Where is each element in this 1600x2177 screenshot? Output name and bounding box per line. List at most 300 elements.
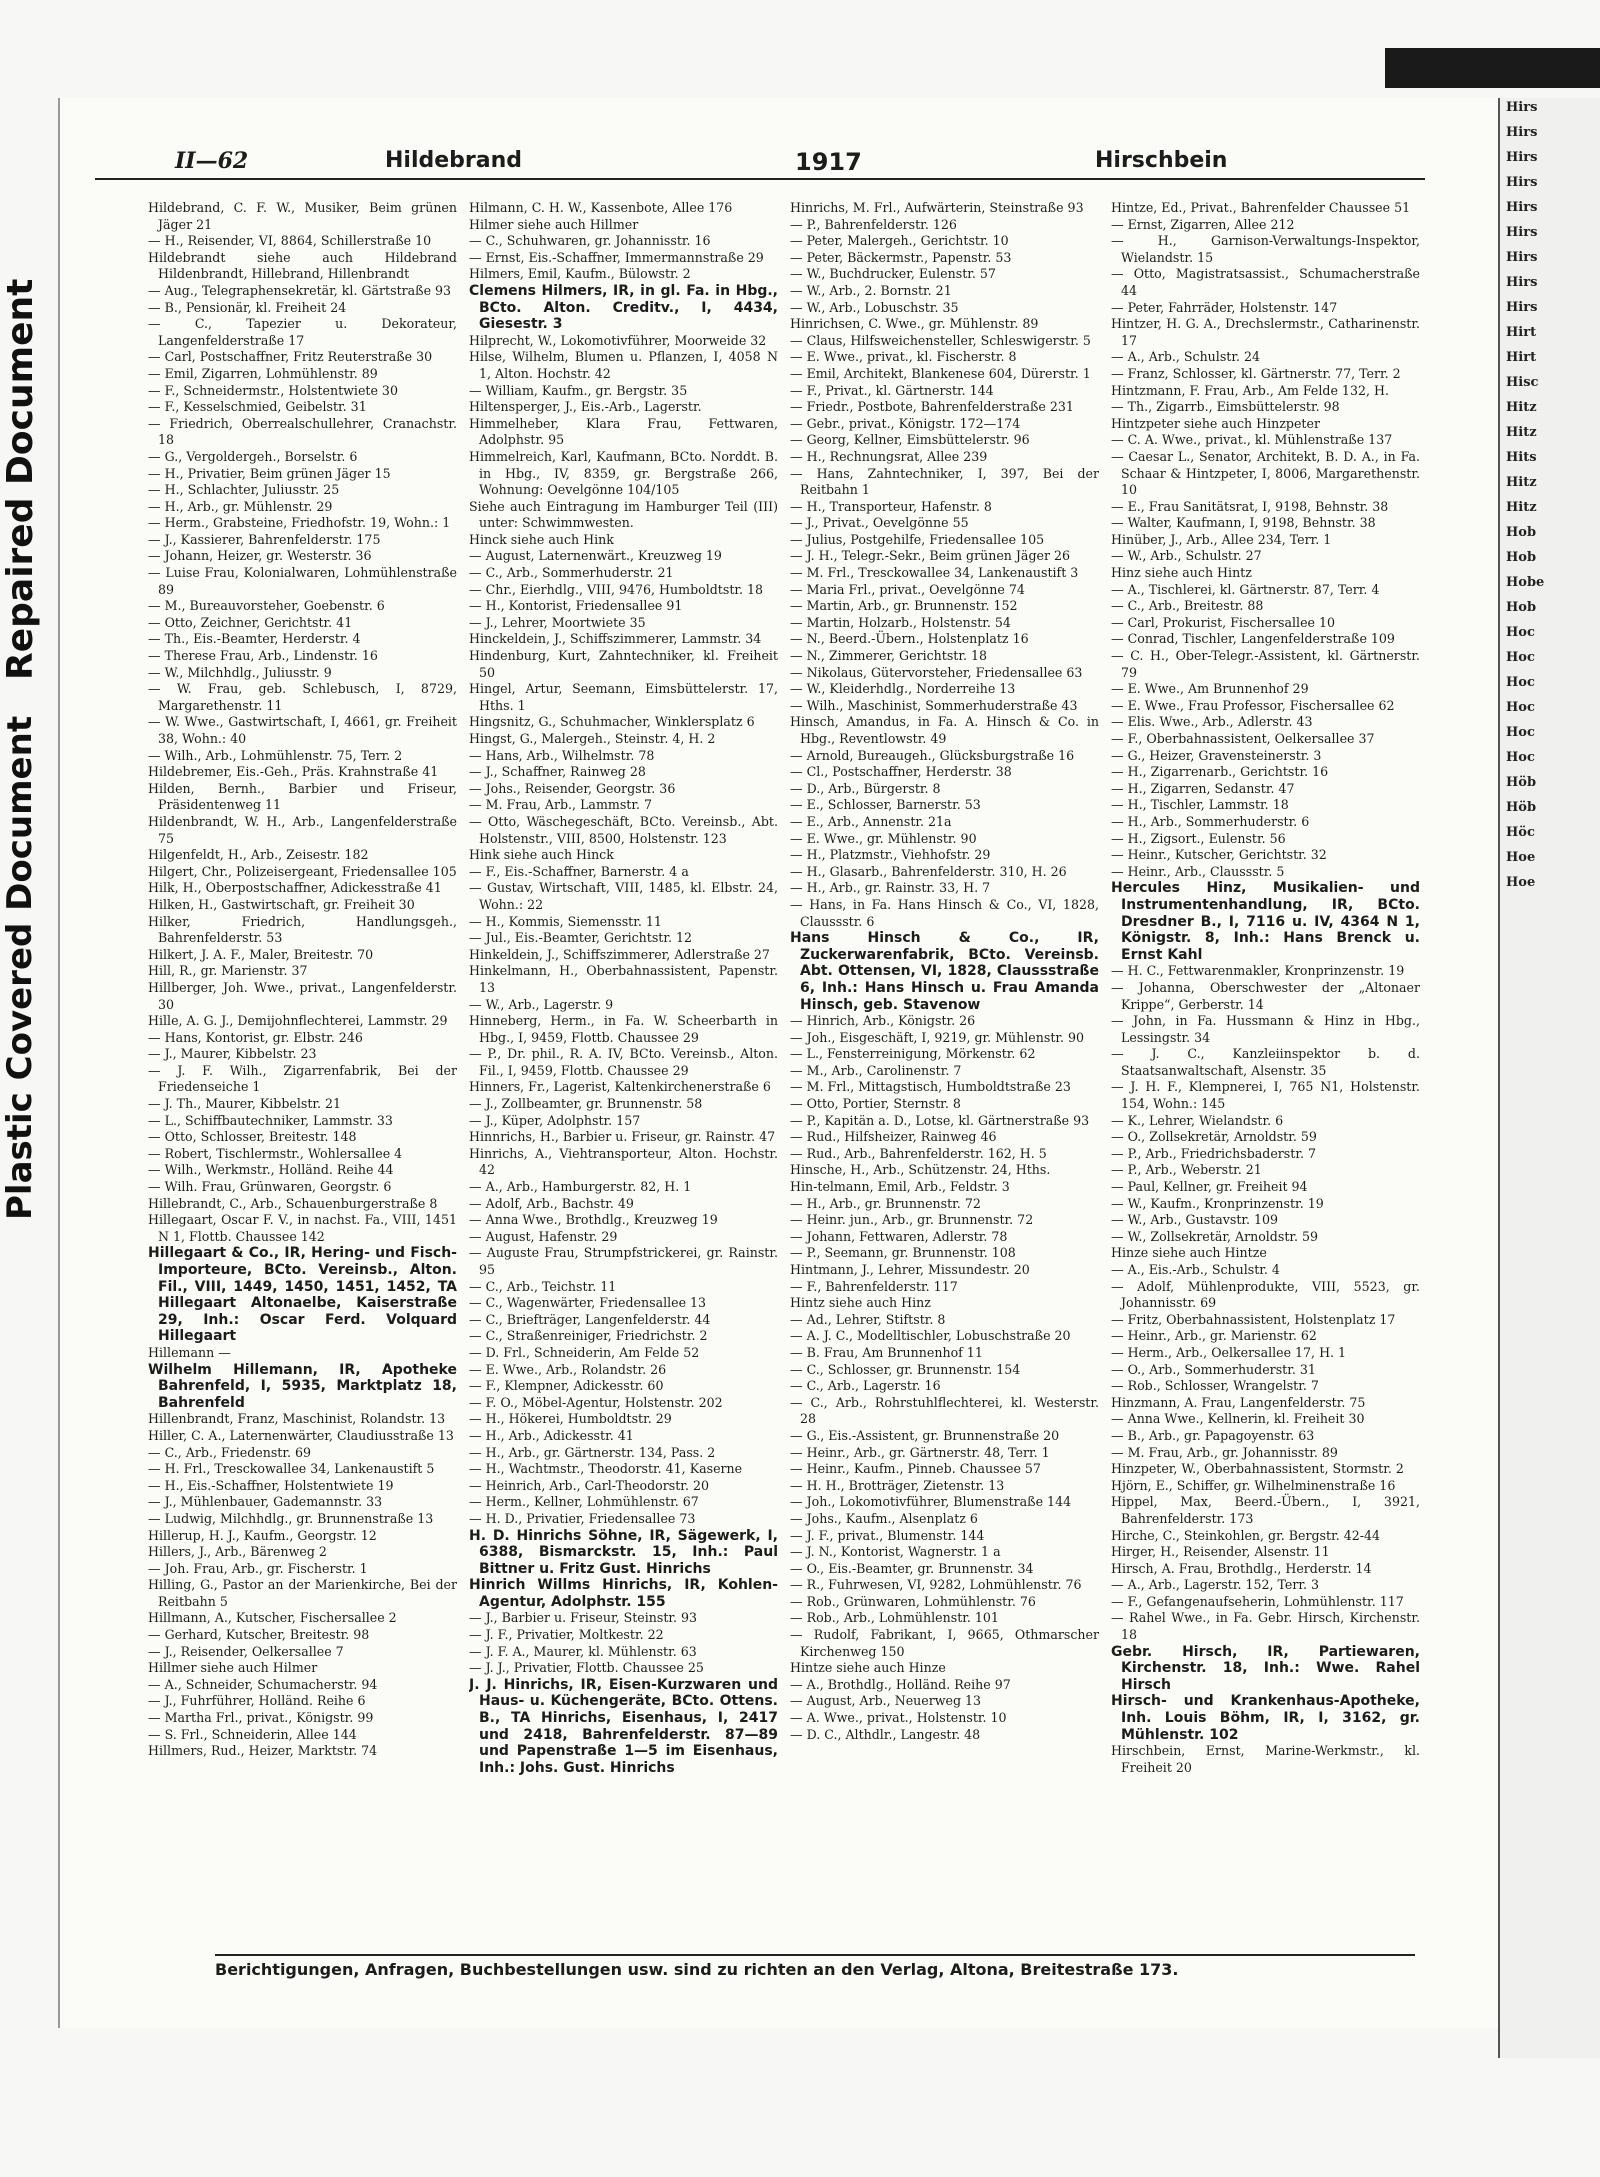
directory-entry: — C., Arb., Rohrstuhlflechterei, kl. Westerstr. 28 [790,1394,1099,1427]
directory-entry: — John, in Fa. Hussmann & Hinz in Hbg., Lessingstr. 34 [1111,1013,1420,1045]
directory-entry: Hinsche, H., Arb., Schützenstr. 24, Hths. [790,1162,1051,1178]
directory-entry: — L., Schiffbautechniker, Lammstr. 33 [148,1112,393,1128]
directory-entry: — P., Arb., Friedrichsbaderstr. 7 [1111,1145,1316,1161]
adjacent-page-fragment: Hoc [1506,700,1535,715]
header-year: 1917 [795,148,862,176]
directory-entry: — K., Lehrer, Wielandstr. 6 [1111,1112,1284,1128]
directory-entry: — J. F. A., Maurer, kl. Mühlenstr. 63 [469,1643,697,1659]
directory-entry: — M. Frl., Tresckowallee 34, Lankenaustift 3 [790,565,1079,581]
directory-entry: — Peter, Bäckermstr., Papenstr. 53 [790,249,1012,265]
directory-entry: — C. A. Wwe., privat., kl. Mühlenstraße 137 [1111,432,1393,448]
directory-entry: — Carl, Prokurist, Fischersallee 10 [1111,614,1336,630]
directory-entry: — Gebr., privat., Königstr. 172—174 [790,415,1021,431]
directory-entry: Hilgert, Chr., Polizeisergeant, Friedensallee 105 [148,863,457,879]
directory-entry: Hintzpeter siehe auch Hinzpeter [1111,415,1320,431]
directory-entry: Hillmers, Rud., Heizer, Marktstr. 74 [148,1743,378,1759]
directory-entry: — H. C., Fettwarenmakler, Kronprinzenstr. 19 [1111,963,1405,979]
directory-entry: — F., Oberbahnassistent, Oelkersallee 37 [1111,731,1375,746]
directory-entry: — L., Fensterreinigung, Mörkenstr. 62 [790,1046,1036,1062]
adjacent-page-fragment: Hoc [1506,675,1535,690]
directory-entry: — Otto, Wäschegeschäft, BCto. Vereinsb., Abt. Holstenstr., VIII, 8500, Holstenstr. 123 [469,813,778,846]
directory-entry: Hilker, Friedrich, Handlungsgeh., Bahrenfelderstr. 53 [148,913,457,946]
directory-entry: — C., Arb., Breitestr. 88 [1111,598,1264,614]
directory-entry: Hildebremer, Eis.-Geh., Präs. Krahnstraße 41 [148,764,439,780]
directory-entry: — Gustav, Wirtschaft, VIII, 1485, kl. Elbstr. 24, Wohn.: 22 [469,880,778,912]
directory-entry: — Georg, Kellner, Eimsbüttelerstr. 96 [790,432,1030,448]
directory-entry: — A., Brothdlg., Holländ. Reihe 97 [790,1676,1011,1692]
directory-entry: — B., Arb., gr. Papagoyenstr. 63 [1111,1427,1315,1443]
adjacent-page-fragment: Hirs [1506,175,1538,190]
directory-entry: — H. Frl., Tresckowallee 34, Lankenaustift 5 [148,1461,435,1477]
adjacent-page-fragment: Hoc [1506,625,1535,640]
directory-entry: — Hans, Kontorist, gr. Elbstr. 246 [148,1029,363,1045]
directory-entry: Hillers, J., Arb., Bärenweg 2 [148,1544,327,1560]
directory-entry: — W., Arb., Lagerstr. 9 [469,996,614,1012]
directory-entry: — E. Wwe., privat., kl. Fischerstr. 8 [790,349,1017,365]
directory-entry: — F., Privat., kl. Gärtnerstr. 144 [790,382,994,398]
directory-entry: — J., Schaffner, Rainweg 28 [469,764,646,780]
column-1 [148,200,457,1935]
directory-entry: — J., Zollbeamter, gr. Brunnenstr. 58 [469,1096,703,1112]
directory-entry: — H., Zigarrenarb., Gerichtstr. 16 [1111,764,1329,780]
directory-entry: — Heinr., Arb., gr. Gärtnerstr. 48, Terr. 1 [790,1444,1050,1460]
directory-entry: Hinrichs, M. Frl., Aufwärterin, Steinstraße 93 [790,200,1084,215]
directory-entry: — W. Frau, geb. Schlebusch, I, 8729, Margarethenstr. 11 [148,681,457,713]
directory-entry: — C., Arb., Friedenstr. 69 [148,1444,312,1460]
adjacent-page-fragment: Hirs [1506,250,1538,265]
directory-entry: — J., Maurer, Kibbelstr. 23 [148,1046,317,1062]
directory-entry: — Friedr., Postbote, Bahrenfelderstraße 231 [790,399,1074,415]
directory-entry: Hiltensperger, J., Eis.-Arb., Lagerstr. [469,399,702,415]
directory-entry: — A. Wwe., privat., Holstenstr. 10 [790,1710,1007,1726]
directory-entry: — F. O., Möbel-Agentur, Holstenstr. 202 [469,1394,723,1410]
directory-entry: Hinners, Fr., Lagerist, Kaltenkirchenerstraße 6 [469,1079,771,1095]
directory-entry: — Herm., Kellner, Lohmühlenstr. 67 [469,1494,699,1510]
adjacent-page-fragment: Höb [1506,800,1537,815]
directory-entry: — Herm., Grabsteine, Friedhofstr. 19, Wohn.: 1 [148,515,451,531]
directory-entry: Hilk, H., Oberpostschaffner, Adickesstraße 41 [148,880,442,896]
directory-entry: — N., Beerd.-Übern., Holstenplatz 16 [790,631,1029,647]
directory-entry: — N., Zimmerer, Gerichtstr. 18 [790,648,988,664]
directory-entry: — Ad., Lehrer, Stiftstr. 8 [790,1311,946,1327]
directory-entry: J. J. Hinrichs, IR, Eisen-Kurzwaren und Haus- u. Küchengeräte, BCto. Ottens. B., TA Hinrichs, Eisenhaus, I, 2417 und 2418, Bahrenfelderstr. 87—89 und Papenstraße 1—5 im Eisenhaus, Inh.: Johs. Gust. Hinrichs [469,1676,778,1776]
directory-entry: — Robert, Tischlermstr., Wohlersallee 4 [148,1145,403,1161]
directory-entry: — J. N., Kontorist, Wagnerstr. 1 a [790,1544,1001,1560]
directory-entry: — Peter, Malergeh., Gerichtstr. 10 [790,233,1009,249]
directory-entry: — Luise Frau, Kolonialwaren, Lohmühlenstraße 89 [148,565,457,597]
adjacent-page-fragment: Hirt [1506,350,1537,365]
adjacent-page-fragment: Hirs [1506,200,1538,215]
directory-entry: — Martha Frl., privat., Königstr. 99 [148,1710,374,1726]
directory-entry: — H., Arb., gr. Gärtnerstr. 134, Pass. 2 [469,1444,716,1460]
directory-entry: — Joh., Lokomotivführer, Blumenstraße 144 [790,1494,1072,1510]
directory-entry: — M. Frau, Arb., Lammstr. 7 [469,797,653,813]
directory-entry: — Friedrich, Oberrealschullehrer, Cranachstr. 18 [148,415,457,448]
directory-entry: — P., Arb., Weberstr. 21 [1111,1162,1262,1178]
adjacent-page-fragment: Hitz [1506,500,1537,515]
adjacent-page-fragment: Hoe [1506,875,1536,890]
directory-entry: Hilgenfeldt, H., Arb., Zeisestr. 182 [148,847,369,863]
directory-entry: — A., Tischlerei, kl. Gärtnerstr. 87, Terr. 4 [1111,581,1380,597]
directory-entry: Hildebrandt siehe auch Hildebrand Hildenbrandt, Hillebrand, Hillenbrandt [148,249,457,282]
adjacent-page-fragment: Hitz [1506,425,1537,440]
directory-entry: — H., Tischler, Lammstr. 18 [1111,797,1289,813]
directory-entry: — Hans, Zahntechniker, I, 397, Bei der Reitbahn 1 [790,465,1099,498]
adjacent-page-fragment: Hoc [1506,725,1535,740]
directory-entry: — Rob., Schlosser, Wrangelstr. 7 [1111,1378,1319,1394]
directory-entry: Hillmer siehe auch Hilmer [148,1660,318,1676]
directory-entry: — R., Fuhrwesen, VI, 9282, Lohmühlenstr. 76 [790,1577,1082,1593]
directory-entry: — Peter, Fahrräder, Holstenstr. 147 [1111,299,1338,315]
directory-entry: Hildenbrandt, W. H., Arb., Langenfelderstraße 75 [148,813,457,846]
directory-entry: — Rud., Arb., Bahrenfelderstr. 162, H. 5 [790,1145,1047,1161]
directory-entry: — H., Kommis, Siemensstr. 11 [469,913,662,929]
directory-entry: — Otto, Zeichner, Gerichtstr. 41 [148,614,353,630]
directory-entry: — W., Arb., Lobuschstr. 35 [790,299,959,315]
directory-entry: — C., Straßenreiniger, Friedrichstr. 2 [469,1328,708,1344]
directory-entry: Hilden, Bernh., Barbier und Friseur, Präsidentenweg 11 [148,780,457,813]
directory-entry: — E. Wwe., Frau Professor, Fischersallee 62 [1111,697,1395,713]
directory-entry: Hilprecht, W., Lokomotivführer, Moorweide 32 [469,332,767,348]
directory-entry: Hillebrandt, C., Arb., Schauenburgerstraße 8 [148,1195,438,1211]
directory-entry: — J. H., Telegr.-Sekr., Beim grünen Jäger 26 [790,548,1071,564]
directory-entry: — C. H., Ober-Telegr.-Assistent, kl. Gärtnerstr. 79 [1111,648,1420,680]
adjacent-page-fragment: Hirs [1506,150,1538,165]
adjacent-page-fragment: Hirs [1506,100,1538,115]
directory-entry: Hingel, Artur, Seemann, Eimsbüttelerstr. 17, Hths. 1 [469,681,778,713]
directory-entry: — Johann, Fettwaren, Adlerstr. 78 [790,1228,1008,1244]
directory-entry: — H., Glasarb., Bahrenfelderstr. 310, H. 26 [790,863,1067,879]
directory-entry: — H., Zigsort., Eulenstr. 56 [1111,830,1286,846]
directory-entry: — A. J. C., Modelltischler, Lobuschstraße 20 [790,1328,1071,1344]
directory-entry: Hintze siehe auch Hinze [790,1660,946,1676]
directory-entry: — Otto, Schlosser, Breitestr. 148 [148,1129,357,1145]
directory-entry: Gebr. Hirsch, IR, Partiewaren, Kirchenstr. 18, Inh.: Wwe. Rahel Hirsch [1111,1643,1420,1693]
directory-entry: — B. Frau, Am Brunnenhof 11 [790,1344,983,1360]
directory-entry: Hinkelmann, H., Oberbahnassistent, Papenstr. 13 [469,963,778,995]
directory-entry: — Ernst, Zigarren, Allee 212 [1111,216,1295,232]
directory-entry: — Ludwig, Milchhdlg., gr. Brunnenstraße 13 [148,1510,434,1526]
adjacent-page-fragment: Hirt [1506,325,1537,340]
directory-entry: — Emil, Zigarren, Lohmühlenstr. 89 [148,365,378,381]
directory-entry: — C., Arb., Sommerhuderstr. 21 [469,565,674,581]
directory-entry: — C., Schuhwaren, gr. Johannisstr. 16 [469,233,711,249]
directory-entry: Hirger, H., Reisender, Alsenstr. 11 [1111,1544,1330,1560]
directory-entry: — Heinr., Kaufm., Pinneb. Chaussee 57 [790,1461,1041,1477]
directory-entry: Hille, A. G. J., Demijohnflechterei, Lammstr. 29 [148,1013,448,1029]
page-header [95,148,1425,180]
directory-entry: Hinze siehe auch Hintze [1111,1245,1267,1261]
directory-entry: Hilse, Wilhelm, Blumen u. Pflanzen, I, 4058 N 1, Alton. Hochstr. 42 [469,349,778,381]
directory-entry: — Julius, Postgehilfe, Friedensallee 105 [790,531,1045,547]
directory-entry: — P., Bahrenfelderstr. 126 [790,216,957,232]
directory-entry: — H., Arb., Adickesstr. 41 [469,1427,634,1443]
directory-entry: — Gerhard, Kutscher, Breitestr. 98 [148,1627,370,1643]
column-3 [790,200,1099,1935]
adjacent-page-fragment: Hob [1506,600,1537,615]
directory-entry: — Johann, Heizer, gr. Westerstr. 36 [148,548,372,564]
page-footer: Berichtigungen, Anfragen, Buchbestellungen usw. sind zu richten an den Verlag, Altona, Breitestraße 173. [215,1954,1415,1979]
side-label-plastic: Plastic Covered Document [0,715,40,1220]
directory-entry: — S. Frl., Schneiderin, Allee 144 [148,1726,357,1742]
directory-entry: Hinzmann, A. Frau, Langenfelderstr. 75 [1111,1394,1366,1410]
directory-entry: Hippel, Max, Beerd.-Übern., I, 3921, Bahrenfelderstr. 173 [1111,1494,1420,1526]
directory-entry: — E. Wwe., Am Brunnenhof 29 [1111,681,1309,697]
directory-entry: — Rudolf, Fabrikant, I, 9665, Othmarscher Kirchenweg 150 [790,1627,1099,1659]
adjacent-page-fragment: Hits [1506,450,1537,465]
directory-entry: — W., Arb., Schulstr. 27 [1111,548,1262,564]
directory-entry: — A., Eis.-Arb., Schulstr. 4 [1111,1262,1280,1277]
directory-entry: Hinkeldein, J., Schiffszimmerer, Adlerstraße 27 [469,946,770,962]
adjacent-page-fragment: Hoe [1506,850,1536,865]
directory-entry: — Johs., Reisender, Georgstr. 36 [469,780,676,796]
directory-entry: — Walter, Kaufmann, I, 9198, Behnstr. 38 [1111,515,1376,531]
directory-entry: — J. F., Privatier, Moltkestr. 22 [469,1627,664,1643]
scan-edge-bar [1385,48,1600,88]
directory-entry: — M., Arb., Carolinenstr. 7 [790,1062,962,1078]
directory-entry: Hans Hinsch & Co., IR, Zuckerwarenfabrik, BCto. Vereinsb. Abt. Ottensen, VI, 1828, Claussstraße 6, Inh.: Hans Hinsch u. Frau Amanda Hinsch, geb. Stavenow [790,930,1099,1013]
directory-entry: — Martin, Holzarb., Holstenstr. 54 [790,614,1011,630]
directory-entry: Clemens Hilmers, IR, in gl. Fa. in Hbg., BCto. Alton. Creditv., I, 4434, Giesestr. 3 [469,282,778,333]
directory-entry: — H., Privatier, Beim grünen Jäger 15 [148,465,391,481]
directory-entry: — C., Briefträger, Langenfelderstr. 44 [469,1311,711,1327]
directory-entry: — J. J., Privatier, Flottb. Chaussee 25 [469,1660,704,1676]
directory-entry: — P., Seemann, gr. Brunnenstr. 108 [790,1245,1016,1261]
directory-entry: — E., Arb., Annenstr. 21a [790,813,952,829]
directory-entry: — Wilh., Arb., Lohmühlenstr. 75, Terr. 2 [148,747,403,763]
directory-entry: — H., Kontorist, Friedensallee 91 [469,598,683,614]
directory-entry: — Aug., Telegraphensekretär, kl. Gärtstraße 93 [148,282,452,298]
directory-entry: — Chr., Eierhdlg., VIII, 9476, Humboldtstr. 18 [469,581,764,597]
directory-entry: Hillemann — [148,1344,231,1360]
directory-entry: — O., Eis.-Beamter, gr. Brunnenstr. 34 [790,1560,1034,1576]
directory-entry: — H., Wachtmstr., Theodorstr. 41, Kaserne [469,1461,743,1477]
directory-entry: — Heinrich, Arb., Carl-Theodorstr. 20 [469,1477,709,1493]
directory-entry: — H., Arb., gr. Mühlenstr. 29 [148,498,333,514]
directory-entry: Hillerup, H. J., Kaufm., Georgstr. 12 [148,1527,377,1543]
directory-entry: — J., Fuhrführer, Holländ. Reihe 6 [148,1693,366,1709]
directory-entry: — Wilh., Werkmstr., Holländ. Reihe 44 [148,1162,394,1178]
directory-entry: — M. Frl., Mittagstisch, Humboldtstraße 23 [790,1079,1071,1095]
directory-entry: — F., Eis.-Schaffner, Barnerstr. 4 a [469,863,689,879]
directory-entry: — William, Kaufm., gr. Bergstr. 35 [469,382,688,398]
directory-entry: — W., Arb., Gustavstr. 109 [1111,1212,1279,1228]
directory-entry: — F., Kesselschmied, Geibelstr. 31 [148,399,367,415]
directory-entry: — H., Schlachter, Juliusstr. 25 [148,482,340,498]
directory-entry: — Joh. Frau, Arb., gr. Fischerstr. 1 [148,1560,368,1576]
directory-entry: — F., Schneidermstr., Holstentwiete 30 [148,382,398,398]
directory-entry: — Cl., Postschaffner, Herderstr. 38 [790,764,1012,780]
directory-entry: Hiller, C. A., Laternenwärter, Claudiusstraße 13 [148,1427,454,1443]
directory-entry: — Th., Eis.-Beamter, Herderstr. 4 [148,631,361,647]
directory-entry: Hillegaart & Co., IR, Hering- und Fisch-Importeure, BCto. Vereinsb., Alton. Fil., VIII, 1449, 1450, 1451, 1452, TA Hillegaart Altonaelbe, Kaiserstraße 29, Inh.: Oscar Ferd. Volquard Hillegaart [148,1245,457,1345]
directory-entry: — August, Laternenwärt., Kreuzweg 19 [469,548,722,564]
directory-entry: — H., Arb., Sommerhuderstr. 6 [1111,813,1310,829]
directory-entry: — Nikolaus, Gütervorsteher, Friedensallee 63 [790,664,1083,680]
directory-entry: Hildebrand, C. F. W., Musiker, Beim grünen Jäger 21 [148,200,457,232]
directory-entry: Hindenburg, Kurt, Zahntechniker, kl. Freiheit 50 [469,648,778,680]
directory-entry: — P., Kapitän a. D., Lotse, kl. Gärtnerstraße 93 [790,1112,1090,1128]
directory-entry: — Paul, Kellner, gr. Freiheit 94 [1111,1179,1308,1195]
directory-entry: Hinnrichs, H., Barbier u. Friseur, gr. Rainstr. 47 [469,1129,776,1145]
directory-entry: — J., Küper, Adolphstr. 157 [469,1112,641,1128]
directory-entry: — H., Arb., gr. Rainstr. 33, H. 7 [790,880,991,896]
directory-entry: — C., Arb., Lagerstr. 16 [790,1378,941,1394]
adjacent-page-fragment: Hirs [1506,225,1538,240]
directory-entry: — C., Wagenwärter, Friedensallee 13 [469,1295,707,1311]
directory-entry: — Maria Frl., privat., Oevelgönne 74 [790,581,1025,597]
directory-entry: Hinzpeter, W., Oberbahnassistent, Stormstr. 2 [1111,1461,1404,1477]
side-label-repaired: Repaired Document [0,278,41,680]
directory-entry: — C., Arb., Teichstr. 11 [469,1278,617,1294]
directory-entry: — Caesar L., Senator, Architekt, B. D. A., in Fa. Schaar & Hintzpeter, I, 8006, Margarethenstr. 10 [1111,448,1420,498]
directory-entry: Hin-telmann, Emil, Arb., Feldstr. 3 [790,1179,1010,1195]
adjacent-page-strip [1498,98,1600,2058]
directory-columns [148,200,1420,1935]
directory-entry: Hintz siehe auch Hinz [790,1295,931,1311]
directory-entry: — J. C., Kanzleiinspektor b. d. Staatsanwaltschaft, Alsenstr. 35 [1111,1046,1420,1078]
directory-entry: — Hans, in Fa. Hans Hinsch & Co., VI, 1828, Claussstr. 6 [790,896,1099,929]
directory-entry: — H., Garnison-Verwaltungs-Inspektor, Wielandstr. 15 [1111,233,1420,265]
directory-entry: — Hans, Arb., Wilhelmstr. 78 [469,747,655,763]
directory-entry: — Heinr., Arb., gr. Marienstr. 62 [1111,1328,1317,1344]
directory-entry: — J., Barbier u. Friseur, Steinstr. 93 [469,1610,698,1626]
adjacent-page-fragment: Hoc [1506,650,1535,665]
directory-entry: — F., Bahrenfelderstr. 117 [790,1278,958,1294]
directory-entry: — J., Kassierer, Bahrenfelderstr. 175 [148,531,381,547]
directory-entry: Hinrichsen, C. Wwe., gr. Mühlenstr. 89 [790,316,1039,332]
directory-entry: — W., Buchdrucker, Eulenstr. 57 [790,266,996,282]
directory-entry: — Th., Zigarrb., Eimsbüttelerstr. 98 [1111,399,1340,415]
directory-entry: — J., Reisender, Oelkersallee 7 [148,1643,344,1659]
directory-entry: — H., Eis.-Schaffner, Holstentwiete 19 [148,1477,394,1493]
directory-entry: — W. Wwe., Gastwirtschaft, I, 4661, gr. Freiheit 38, Wohn.: 40 [148,714,457,746]
adjacent-page-fragment: Hoc [1506,750,1535,765]
directory-entry: — Arnold, Bureaugeh., Glücksburgstraße 16 [790,747,1075,763]
directory-entry: — A., Arb., Schulstr. 24 [1111,349,1261,365]
directory-entry: Hirschbein, Ernst, Marine-Werkmstr., kl. Freiheit 20 [1111,1743,1420,1775]
directory-entry: — Adolf, Mühlenprodukte, VIII, 5523, gr. Johannisstr. 69 [1111,1278,1420,1311]
directory-entry: — Carl, Postschaffner, Fritz Reuterstraße 30 [148,349,433,365]
directory-entry: Hillenbrandt, Franz, Maschinist, Rolandstr. 13 [148,1411,446,1427]
directory-entry: — Herm., Arb., Oelkersallee 17, H. 1 [1111,1344,1347,1360]
directory-entry: Siehe auch Eintragung im Hamburger Teil (III) unter: Schwimmwesten. [469,498,778,531]
header-first-word: Hildebrand [385,148,523,173]
directory-entry: — O., Arb., Sommerhuderstr. 31 [1111,1361,1316,1377]
directory-entry: — J., Lehrer, Moortwiete 35 [469,614,646,630]
directory-entry: — J., Mühlenbauer, Gademannstr. 33 [148,1494,383,1510]
directory-entry: — Johs., Kaufm., Alsenplatz 6 [790,1510,978,1526]
directory-entry: Hercules Hinz, Musikalien- und Instrumentenhandlung, IR, BCto. Dresdner B., I, 7116 u. IV, 4364 N 1, Königstr. 8, Inh.: Hans Brenck u. Ernst Kahl [1111,880,1420,963]
directory-entry: Hill, R., gr. Marienstr. 37 [148,963,308,979]
adjacent-page-fragment: Hob [1506,525,1537,540]
directory-entry: — Anna Wwe., Brothdlg., Kreuzweg 19 [469,1212,718,1228]
directory-entry: Hilmann, C. H. W., Kassenbote, Allee 176 [469,200,733,215]
directory-entry: — Heinr. jun., Arb., gr. Brunnenstr. 72 [790,1212,1034,1228]
directory-entry: Hillegaart, Oscar F. V., in nachst. Fa., VIII, 1451 N 1, Flottb. Chaussee 142 [148,1212,457,1244]
directory-entry: — Rud., Hilfsheizer, Rainweg 46 [790,1129,997,1145]
directory-entry: — E. Wwe., Arb., Rolandstr. 26 [469,1361,667,1377]
directory-entry: — D. C., Althdlr., Langestr. 48 [790,1726,981,1742]
side-label [0,140,41,1240]
adjacent-page-fragment: Hitz [1506,475,1537,490]
header-last-word: Hirschbein [1095,148,1228,173]
directory-entry: — A., Schneider, Schumacherstr. 94 [148,1676,378,1692]
directory-entry: — Rob., Grünwaren, Lohmühlenstr. 76 [790,1593,1036,1609]
directory-entry: — Elis. Wwe., Arb., Adlerstr. 43 [1111,714,1313,730]
directory-entry: — P., Dr. phil., R. A. IV, BCto. Vereinsb., Alton. Fil., I, 9459, Flottb. Chaussee 29 [469,1046,778,1078]
directory-entry: — M., Bureauvorsteher, Goebenstr. 6 [148,598,385,614]
directory-entry: — H., Transporteur, Hafenstr. 8 [790,498,992,514]
directory-entry: — Otto, Magistratsassist., Schumacherstraße 44 [1111,266,1420,298]
adjacent-page-fragment: Hob [1506,550,1537,565]
column-2 [469,200,778,1935]
adjacent-page-fragment: Hirs [1506,125,1538,140]
directory-entry: Hintze, Ed., Privat., Bahrenfelder Chaussee 51 [1111,200,1411,215]
directory-entry: — G., Vergoldergeh., Borselstr. 6 [148,448,358,464]
directory-entry: — A., Arb., Hamburgerstr. 82, H. 1 [469,1179,692,1195]
directory-entry: — J. F. Wilh., Zigarrenfabrik, Bei der Friedenseiche 1 [148,1062,457,1095]
directory-entry: — W., Arb., 2. Bornstr. 21 [790,282,952,298]
directory-entry: — H. H., Brotträger, Zietenstr. 13 [790,1477,1005,1493]
directory-entry: — C., Schlosser, gr. Brunnenstr. 154 [790,1361,1021,1377]
directory-entry: — W., Kleiderhdlg., Norderreihe 13 [790,681,1016,697]
directory-entry: — Fritz, Oberbahnassistent, Holstenplatz 17 [1111,1311,1396,1327]
directory-entry: — Heinr., Arb., Claussstr. 5 [1111,863,1285,879]
directory-entry: — Therese Frau, Arb., Lindenstr. 16 [148,648,378,664]
directory-entry: — Claus, Hilfsweichensteller, Schleswigerstr. 5 [790,332,1091,348]
adjacent-page-fragment: Höc [1506,825,1535,840]
directory-entry: — Auguste Frau, Strumpfstrickerei, gr. Rainstr. 95 [469,1245,778,1277]
directory-entry: Hilmers, Emil, Kaufm., Bülowstr. 2 [469,266,691,282]
directory-entry: — H., Rechnungsrat, Allee 239 [790,448,988,464]
directory-entry: — Ernst, Eis.-Schaffner, Immermannstraße 29 [469,249,764,265]
directory-entry: — H. D., Privatier, Friedensallee 73 [469,1510,696,1526]
directory-entry: — B., Pensionär, kl. Freiheit 24 [148,299,347,315]
directory-entry: — J. F., privat., Blumenstr. 144 [790,1527,985,1543]
directory-entry: Hingst, G., Malergeh., Steinstr. 4, H. 2 [469,731,716,746]
directory-entry: — Johanna, Oberschwester der „Altonaer Krippe“, Gerberstr. 14 [1111,979,1420,1012]
directory-entry: — D., Arb., Bürgerstr. 8 [790,780,941,796]
adjacent-page-fragment: Höb [1506,775,1537,790]
directory-entry: — W., Kaufm., Kronprinzenstr. 19 [1111,1195,1324,1211]
directory-entry: — F., Gefangenaufseherin, Lohmühlenstr. 117 [1111,1593,1404,1609]
directory-entry: — H., Hökerei, Humboldtstr. 29 [469,1411,672,1427]
directory-entry: — M. Frau, Arb., gr. Johannisstr. 89 [1111,1444,1338,1460]
directory-entry: Hillberger, Joh. Wwe., privat., Langenfelderstr. 30 [148,979,457,1012]
directory-entry: Hjörn, E., Schiffer, gr. Wilhelminenstraße 16 [1111,1477,1396,1493]
directory-entry: — Rob., Arb., Lohmühlenstr. 101 [790,1610,999,1626]
directory-entry: Hinz siehe auch Hintz [1111,565,1252,581]
directory-entry: Hingsnitz, G., Schuhmacher, Winklersplatz 6 [469,714,755,730]
adjacent-page-fragment: Hisc [1506,375,1539,390]
directory-entry: — E., Schlosser, Barnerstr. 53 [790,797,981,813]
directory-entry: Hilmer siehe auch Hillmer [469,216,639,232]
directory-entry: — Conrad, Tischler, Langenfelderstraße 109 [1111,631,1395,647]
directory-entry: Hinckeldein, J., Schiffszimmerer, Lammstr. 34 [469,631,762,647]
directory-entry: — August, Hafenstr. 29 [469,1228,618,1244]
directory-entry: Himmelheber, Klara Frau, Fettwaren, Adolphstr. 95 [469,415,778,448]
directory-entry: — Wilh., Maschinist, Sommerhuderstraße 43 [790,697,1078,713]
directory-entry: — H., Reisender, VI, 8864, Schillerstraße 10 [148,233,432,249]
directory-entry: — August, Arb., Neuerweg 13 [790,1693,982,1709]
directory-entry: — Emil, Architekt, Blankenese 604, Dürerstr. 1 [790,365,1091,381]
adjacent-page-fragment: Hirs [1506,275,1538,290]
directory-entry: — Franz, Schlosser, kl. Gärtnerstr. 77, Terr. 2 [1111,365,1401,381]
directory-entry: — Martin, Arb., gr. Brunnenstr. 152 [790,598,1018,614]
directory-entry: — E., Frau Sanitätsrat, I, 9198, Behnstr. 38 [1111,498,1389,514]
directory-entry: — Joh., Eisgeschäft, I, 9219, gr. Mühlenstr. 90 [790,1029,1085,1045]
